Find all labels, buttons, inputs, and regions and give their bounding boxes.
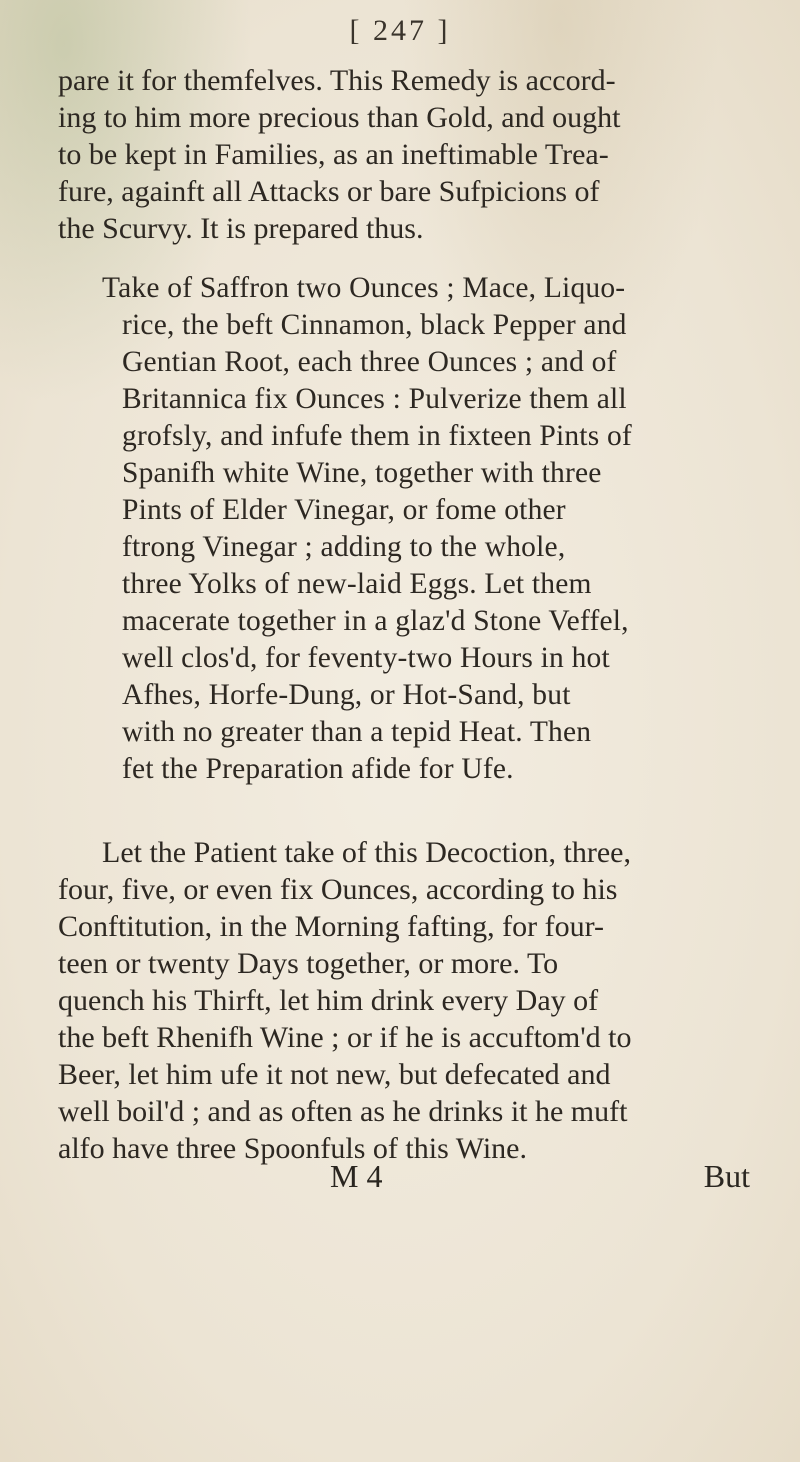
text-line: Gentian Root, each three Ounces ; and of	[122, 346, 617, 378]
text-line: three Yolks of new-laid Eggs. Let them	[122, 568, 592, 600]
text-line: grofsly, and infufe them in fixteen Pints of	[122, 420, 632, 452]
text-line: Conftitution, in the Morning fafting, for four-	[58, 910, 604, 943]
text-line: alfo have three Spoonfuls of this Wine.	[58, 1132, 527, 1165]
text-line: well clos'd, for feventy-two Hours in hot	[122, 642, 610, 674]
text-line: Afhes, Horfe-Dung, or Hot-Sand, but	[122, 679, 571, 711]
text-line: the beft Rhenifh Wine ; or if he is accuftom'd to	[58, 1021, 632, 1054]
text-line: fet the Preparation afide for Ufe.	[122, 753, 514, 785]
page-number: [ 247 ]	[349, 14, 451, 47]
signature-mark: M 4	[330, 1158, 383, 1194]
text-line: the Scurvy. It is prepared thus.	[58, 212, 424, 245]
text-line: rice, the beft Cinnamon, black Pepper and	[122, 309, 627, 341]
text-line: Britannica fix Ounces : Pulverize them all	[122, 383, 627, 415]
text-line: quench his Thirft, let him drink every Day of	[58, 984, 599, 1017]
dosage-paragraph	[58, 834, 758, 1167]
recipe-paragraph	[58, 270, 758, 788]
text-line: ftrong Vinegar ; adding to the whole,	[122, 531, 566, 563]
text-line: Let the Patient take of this Decoction, three,	[102, 836, 631, 869]
text-line: Spanifh white Wine, together with three	[122, 457, 602, 489]
catchword: But	[703, 1158, 750, 1194]
text-line: ing to him more precious than Gold, and ought	[58, 101, 621, 134]
text-line: pare it for themfelves. This Remedy is accord-	[58, 64, 616, 97]
text-line: well boil'd ; and as often as he drinks it he muft	[58, 1095, 628, 1128]
text-line: Take of Saffron two Ounces ; Mace, Liquo-	[102, 272, 626, 304]
text-line: to be kept in Families, as an ineftimable Trea-	[58, 138, 609, 171]
intro-paragraph	[58, 62, 758, 247]
text-line: fure, againft all Attacks or bare Sufpicions of	[58, 175, 600, 208]
text-line: four, five, or even fix Ounces, according to his	[58, 873, 618, 906]
text-line: teen or twenty Days together, or more. To	[58, 947, 559, 980]
text-line: macerate together in a glaz'd Stone Veffel,	[122, 605, 629, 637]
text-line: Beer, let him ufe it not new, but defecated and	[58, 1058, 611, 1091]
text-line: Pints of Elder Vinegar, or fome other	[122, 494, 566, 526]
text-line: with no greater than a tepid Heat. Then	[122, 716, 592, 748]
